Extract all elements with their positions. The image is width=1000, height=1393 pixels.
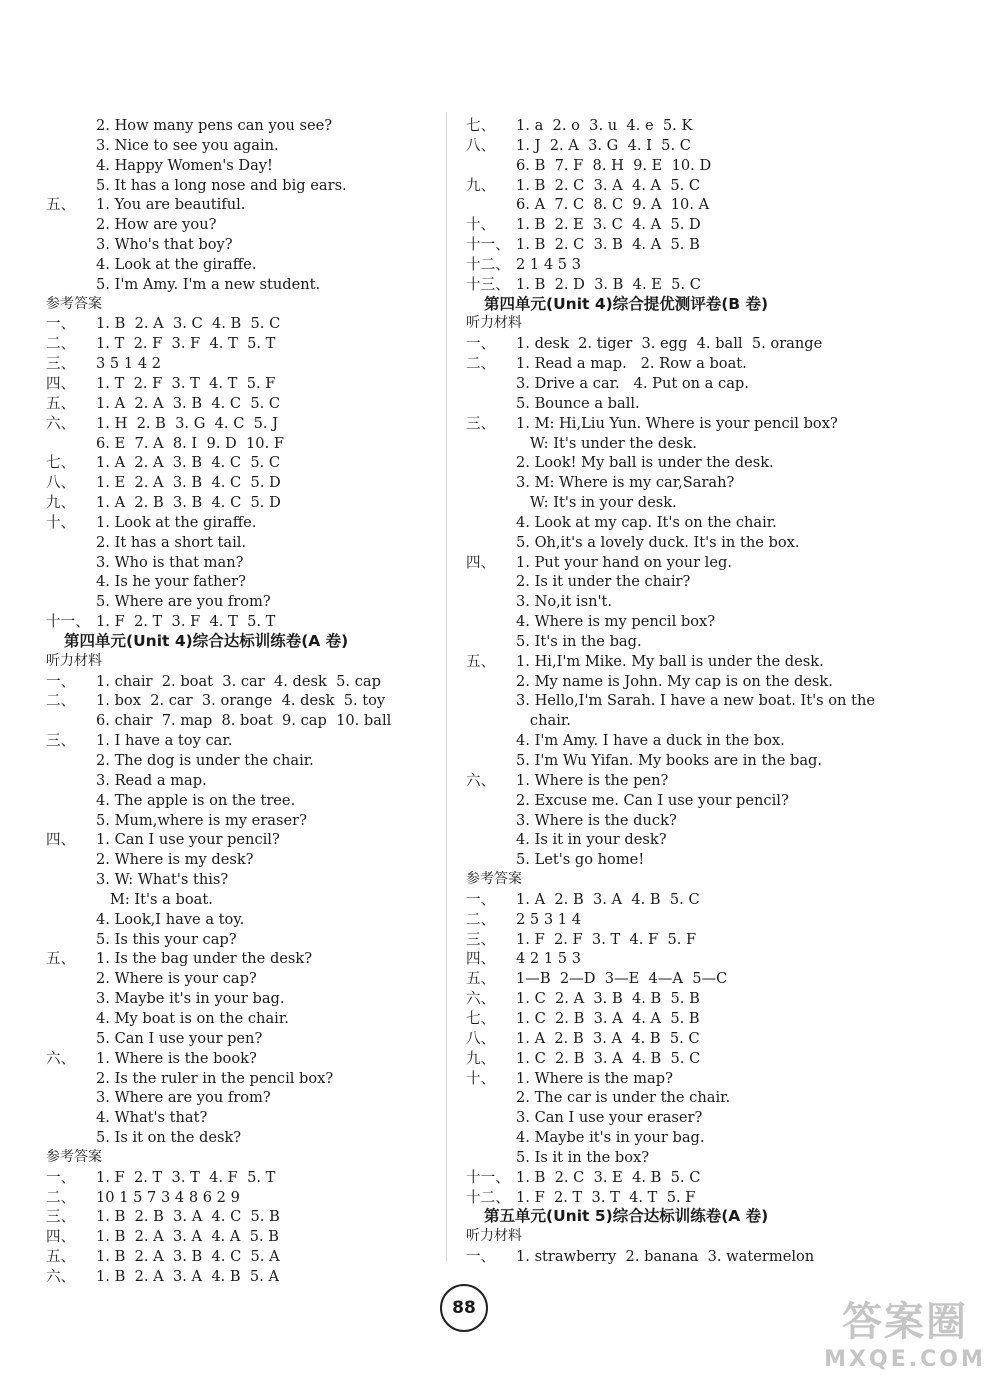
answer-text: 1. Is the bag under the desk? [96, 950, 313, 968]
question-number: 九、 [46, 494, 76, 512]
watermark-logo [820, 1297, 990, 1385]
answer-line [466, 691, 886, 711]
question-number: 六、 [46, 1267, 76, 1285]
section-heading: 第四单元(Unit 4)综合提优测评卷(B 卷) [484, 294, 769, 313]
answer-line [466, 811, 886, 831]
answer-text: 1. M: Hi,Liu Yun. Where is your pencil box? [516, 414, 838, 432]
answer-text: 3. Who is that man? [96, 553, 244, 571]
answer-text: 3. Where is the duck? [516, 811, 677, 829]
answer-text: 4. Look at my cap. It's on the chair. [516, 513, 777, 531]
question-number: 九、 [466, 1049, 496, 1067]
section-label: 参考答案 [46, 1148, 102, 1165]
answer-line [46, 354, 436, 374]
question-number: 二、 [46, 1188, 76, 1206]
answer-text: 6. A 7. C 8. C 9. A 10. A [516, 196, 710, 214]
question-number: 五、 [466, 652, 496, 670]
answer-line [466, 572, 886, 592]
answer-text: 5. Can I use your pen? [96, 1029, 263, 1047]
answer-line [466, 533, 886, 553]
answer-text: 5. It's in the bag. [516, 632, 642, 650]
answer-text: 4. My boat is on the chair. [96, 1009, 289, 1027]
answer-line [466, 453, 886, 473]
section-label: 听力材料 [466, 315, 522, 332]
answer-text: 1. B 2. A 3. A 4. B 5. A [96, 1267, 279, 1285]
answer-line [466, 592, 886, 612]
question-number: 二、 [46, 692, 76, 710]
answer-text: 1. F 2. T 3. F 4. T 5. T [96, 613, 276, 631]
answer-line [46, 910, 436, 930]
answer-line [46, 453, 436, 473]
answer-line [466, 910, 886, 930]
answer-line [466, 414, 886, 434]
watermark-url: MXQE.COM [824, 1347, 986, 1372]
question-number: 一、 [46, 315, 76, 333]
answer-text: 3. M: Where is my car,Sarah? [516, 474, 735, 492]
question-number: 四、 [466, 553, 496, 571]
answer-line [466, 850, 886, 870]
answer-text: 3. Who's that boy? [96, 236, 233, 254]
answer-line [46, 1128, 436, 1148]
answer-text: 4. Where is my pencil box? [516, 613, 716, 631]
answer-line [46, 235, 436, 255]
answer-text: 5. Is this your cap? [96, 930, 237, 948]
answer-line [466, 1148, 886, 1168]
answer-line [46, 195, 436, 215]
answer-text: 5. Where are you from? [96, 593, 271, 611]
answer-text: 1. Where is the pen? [516, 771, 669, 789]
answer-text: 3. Read a map. [96, 771, 207, 789]
answer-line [466, 1108, 886, 1128]
answer-text: 1. Can I use your pencil? [96, 831, 280, 849]
answer-line [466, 275, 886, 295]
answer-line [466, 156, 886, 176]
answer-text: 5. I'm Wu Yifan. My books are in the bag. [516, 752, 823, 769]
question-number: 十一、 [466, 236, 510, 254]
answer-text: 4. The apple is on the tree. [96, 791, 296, 809]
answer-text: 1. Look at the giraffe. [96, 513, 257, 531]
answer-line [466, 969, 886, 989]
section-label: 参考答案 [46, 295, 102, 312]
answer-text: 1. B 2. E 3. C 4. A 5. D [516, 216, 701, 234]
answer-line [466, 731, 886, 751]
column-divider [446, 112, 447, 1262]
answer-line [46, 1168, 436, 1188]
answer-text: 1. B 2. C 3. E 4. B 5. C [516, 1168, 701, 1186]
answer-line [466, 1168, 886, 1188]
answer-line [466, 830, 886, 850]
answer-line [46, 711, 436, 731]
answer-text: 1. E 2. A 3. B 4. C 5. D [96, 474, 281, 492]
answer-line [46, 850, 436, 870]
answer-text: 2 5 3 1 4 [516, 910, 581, 928]
answer-line [46, 136, 436, 156]
answer-line [46, 513, 436, 533]
answer-text: 2. It has a short tail. [96, 533, 247, 551]
answer-line [466, 354, 886, 374]
answer-line [46, 731, 436, 751]
answer-text: 5. Is it on the desk? [96, 1129, 242, 1147]
question-number: 四、 [466, 950, 496, 968]
question-number: 五、 [46, 1248, 76, 1266]
question-number: 一、 [466, 890, 496, 908]
answer-line [46, 314, 436, 334]
answer-text: 1. A 2. B 3. A 4. B 5. C [516, 1029, 700, 1047]
answer-text: 1. Read a map. 2. Row a boat. [516, 355, 747, 373]
answer-text: 1. T 2. F 3. T 4. T 5. F [96, 374, 276, 392]
answer-text: 6. chair 7. map 8. boat 9. cap 10. ball [96, 712, 392, 730]
question-number: 九、 [466, 176, 496, 194]
question-number: 七、 [466, 1009, 496, 1027]
answer-text: 1. A 2. A 3. B 4. C 5. C [96, 394, 281, 412]
answer-line [46, 434, 436, 454]
answer-text: 1. B 2. A 3. A 4. A 5. B [96, 1228, 279, 1246]
answer-text: 2. How many pens can you see? [96, 117, 333, 134]
question-number: 三、 [46, 1208, 76, 1226]
page-number: 88 [440, 1284, 488, 1332]
answer-text: 1. C 2. A 3. B 4. B 5. B [516, 990, 700, 1008]
answer-line [46, 572, 436, 592]
answer-text: 1. B 2. A 3. C 4. B 5. C [96, 315, 281, 333]
answer-text: 2. Is the ruler in the pencil box? [96, 1069, 334, 1087]
answer-text: M: It's a boat. [96, 890, 213, 908]
answer-text: 1. B 2. B 3. A 4. C 5. B [96, 1208, 280, 1226]
answer-line [46, 612, 436, 632]
answer-text: 3. Where are you from? [96, 1089, 271, 1107]
answer-text: 1. C 2. B 3. A 4. A 5. B [516, 1009, 700, 1027]
answer-text: 4. Happy Women's Day! [96, 156, 273, 174]
question-number: 六、 [46, 414, 76, 432]
answer-text: 1. F 2. T 3. T 4. T 5. F [516, 1188, 696, 1206]
question-number: 四、 [46, 374, 76, 392]
answer-line [466, 1009, 886, 1029]
answer-text: 3. W: What's this? [96, 871, 229, 889]
question-number: 一、 [46, 1168, 76, 1186]
answer-line [46, 1108, 436, 1128]
answer-text: 2. Is it under the chair? [516, 573, 691, 591]
answer-line [46, 691, 436, 711]
answer-text: 1. a 2. o 3. u 4. e 5. K [516, 117, 693, 134]
answer-line [466, 791, 886, 811]
answer-text: 3. Can I use your eraser? [516, 1109, 703, 1127]
section-heading: 第四单元(Unit 4)综合达标训练卷(A 卷) [64, 631, 349, 650]
answer-line [466, 1088, 886, 1108]
question-number: 十二、 [466, 1188, 510, 1206]
answer-line [466, 771, 886, 791]
answer-text: 2. The car is under the chair. [516, 1089, 731, 1107]
answer-line [466, 176, 886, 196]
answer-text: 1. H 2. B 3. G 4. C 5. J [96, 414, 279, 432]
answer-line [46, 1267, 436, 1287]
answer-line [466, 136, 886, 156]
answer-text: 1. You are beautiful. [96, 196, 246, 214]
question-number: 七、 [46, 454, 76, 472]
answer-text: 4. Is it in your desk? [516, 831, 667, 849]
answer-line [46, 1207, 436, 1227]
answer-text: 6. B 7. F 8. H 9. E 10. D [516, 156, 712, 174]
question-number: 十二、 [466, 255, 510, 273]
answer-text: 6. E 7. A 8. I 9. D 10. F [96, 434, 284, 452]
answer-line [46, 890, 436, 910]
answer-text: 5. It has a long nose and big ears. [96, 176, 347, 194]
answer-text: 1. B 2. C 3. A 4. A 5. C [516, 176, 701, 194]
answer-text: 4 2 1 5 3 [516, 950, 581, 968]
answer-line [466, 612, 886, 632]
answer-text: 1. I have a toy car. [96, 732, 233, 750]
question-number: 十、 [466, 216, 496, 234]
answer-line [466, 334, 886, 354]
question-number: 八、 [466, 1029, 496, 1047]
answer-text: 1. box 2. car 3. orange 4. desk 5. toy [96, 692, 386, 710]
answer-text: 1. chair 2. boat 3. car 4. desk 5. cap [96, 672, 381, 690]
question-number: 六、 [466, 771, 496, 789]
answer-line [466, 1128, 886, 1148]
answer-text: W: It's under the desk. [516, 434, 697, 452]
answer-text: 3. Nice to see you again. [96, 136, 279, 154]
question-number: 二、 [46, 335, 76, 353]
answer-text: 4. Maybe it's in your bag. [516, 1129, 705, 1147]
answer-line [466, 1029, 886, 1049]
answer-text: 1. desk 2. tiger 3. egg 4. ball 5. orange [516, 335, 823, 353]
answer-line [466, 652, 886, 672]
answer-line [46, 1247, 436, 1267]
answer-line [466, 632, 886, 652]
answer-line [46, 949, 436, 969]
answer-line [46, 255, 436, 275]
answer-line [46, 374, 436, 394]
question-number: 三、 [46, 355, 76, 373]
answer-text: 1. B 2. C 3. B 4. A 5. B [516, 236, 700, 254]
answer-text: 1. Where is the book? [96, 1049, 257, 1067]
answer-line [466, 930, 886, 950]
answer-text: 2. Look! My ball is under the desk. [516, 454, 774, 472]
question-number: 十一、 [466, 1168, 510, 1186]
answer-line [466, 195, 886, 215]
question-number: 四、 [46, 831, 76, 849]
question-number: 三、 [46, 732, 76, 750]
answer-line [466, 672, 886, 692]
section-label: 听力材料 [466, 1228, 522, 1245]
answer-line [466, 493, 886, 513]
left-column [46, 116, 436, 1287]
question-number: 五、 [46, 196, 76, 214]
question-number: 三、 [466, 414, 496, 432]
answer-text: 4. I'm Amy. I have a duck in the box. [516, 732, 785, 750]
answer-text: 1. Where is the map? [516, 1069, 673, 1087]
answer-text: 1—B 2—D 3—E 4—A 5—C [516, 970, 728, 988]
answer-line [466, 473, 886, 493]
answer-text: 1. F 2. F 3. T 4. F 5. F [516, 930, 697, 948]
answer-line [46, 989, 436, 1009]
section-heading: 第五单元(Unit 5)综合达标训练卷(A 卷) [484, 1207, 769, 1226]
answer-line [46, 414, 436, 434]
answer-text: 1. Put your hand on your leg. [516, 553, 732, 571]
question-number: 二、 [466, 910, 496, 928]
answer-text: 2. Where is your cap? [96, 970, 257, 988]
section-label: 听力材料 [46, 652, 102, 669]
answer-text: 5. Is it in the box? [516, 1148, 650, 1166]
answer-text: 2 1 4 5 3 [516, 255, 581, 273]
answer-text: 5. I'm Amy. I'm a new student. [96, 275, 321, 293]
answer-line [46, 1188, 436, 1208]
answer-text: 5. Mum,where is my eraser? [96, 811, 307, 829]
answer-line [466, 890, 886, 910]
answer-line [466, 374, 886, 394]
answer-line [46, 1049, 436, 1069]
answer-text: 5. Bounce a ball. [516, 394, 640, 412]
answer-text: 1. T 2. F 3. F 4. T 5. T [96, 335, 276, 353]
answer-line [46, 116, 436, 136]
question-number: 五、 [46, 950, 76, 968]
answer-line [46, 215, 436, 235]
question-number: 五、 [46, 394, 76, 412]
answer-line [466, 1247, 886, 1267]
answer-text: 4. What's that? [96, 1109, 208, 1127]
answer-line [46, 176, 436, 196]
right-column [466, 116, 886, 1267]
question-number: 十一、 [46, 613, 90, 631]
answer-line [46, 672, 436, 692]
answer-text: 4. Is he your father? [96, 573, 246, 591]
answer-line [46, 473, 436, 493]
answer-line [46, 830, 436, 850]
answer-line [46, 930, 436, 950]
answer-line [466, 1049, 886, 1069]
answer-text: 2. Where is my desk? [96, 851, 254, 869]
answer-line [46, 493, 436, 513]
answer-line [46, 1069, 436, 1089]
question-number: 一、 [466, 335, 496, 353]
answer-line [46, 1009, 436, 1029]
answer-text: 3. Drive a car. 4. Put on a cap. [516, 374, 749, 392]
answer-line [46, 771, 436, 791]
answer-text: 2. The dog is under the chair. [96, 752, 314, 769]
question-number: 三、 [466, 930, 496, 948]
answer-text: 3. Hello,I'm Sarah. I have a new boat. It's on the [516, 692, 875, 710]
answer-text: 1. J 2. A 3. G 4. I 5. C [516, 136, 691, 154]
answer-text: 5. Oh,it's a lovely duck. It's in the box. [516, 533, 800, 551]
answer-line [466, 434, 886, 454]
answer-text: 3 5 1 4 2 [96, 355, 161, 373]
answer-line [46, 791, 436, 811]
answer-line [466, 751, 886, 771]
answer-line [466, 553, 886, 573]
answer-text: 1. A 2. B 3. B 4. C 5. D [96, 494, 281, 512]
answer-text: 1. C 2. B 3. A 4. B 5. C [516, 1049, 701, 1067]
question-number: 一、 [46, 672, 76, 690]
answer-text: 2. Excuse me. Can I use your pencil? [516, 791, 789, 809]
answer-text: 3. No,it isn't. [516, 593, 612, 611]
answer-text: 4. Look at the giraffe. [96, 255, 257, 273]
answer-line [46, 533, 436, 553]
answer-line [466, 1069, 886, 1089]
answer-line [466, 255, 886, 275]
answer-text: 10 1 5 7 3 4 8 6 2 9 [96, 1188, 240, 1206]
answer-text: 1. A 2. B 3. A 4. B 5. C [516, 890, 700, 908]
answer-text: W: It's in your desk. [516, 494, 677, 512]
question-number: 十、 [46, 513, 76, 531]
answer-line [46, 156, 436, 176]
answer-line [466, 513, 886, 533]
section-label: 参考答案 [466, 871, 522, 888]
answer-text: 1. B 2. D 3. B 4. E 5. C [516, 275, 701, 293]
answer-line [46, 553, 436, 573]
answer-text: 2. How are you? [96, 216, 217, 234]
answer-text: 3. Maybe it's in your bag. [96, 990, 285, 1008]
answer-text: 1. F 2. T 3. T 4. F 5. T [96, 1168, 276, 1186]
question-number: 四、 [46, 1228, 76, 1246]
answer-line [466, 394, 886, 414]
answer-line [46, 751, 436, 771]
answer-text: 4. Look,I have a toy. [96, 910, 245, 928]
question-number: 五、 [466, 970, 496, 988]
answer-line [46, 1227, 436, 1247]
answer-text: 1. strawberry 2. banana 3. watermelon [516, 1248, 815, 1266]
answer-line [46, 870, 436, 890]
answer-text: 1. Hi,I'm Mike. My ball is under the desk. [516, 652, 824, 670]
answer-line [46, 1088, 436, 1108]
answer-line [46, 1029, 436, 1049]
watermark-text: 答案圈 [842, 1299, 968, 1345]
question-number: 一、 [466, 1248, 496, 1266]
answer-line [466, 215, 886, 235]
answer-line [46, 592, 436, 612]
answer-line [46, 969, 436, 989]
answer-line [46, 334, 436, 354]
question-number: 二、 [466, 355, 496, 373]
answer-line [466, 1188, 886, 1208]
question-number: 七、 [466, 117, 496, 134]
answer-line [466, 235, 886, 255]
answer-text: 5. Let's go home! [516, 851, 645, 869]
answer-line [466, 116, 886, 136]
answer-line [46, 394, 436, 414]
answer-text: 1. A 2. A 3. B 4. C 5. C [96, 454, 281, 472]
answer-line [466, 989, 886, 1009]
answer-line [46, 275, 436, 295]
answer-line [466, 711, 886, 731]
question-number: 八、 [466, 136, 496, 154]
answer-line [46, 811, 436, 831]
question-number: 十三、 [466, 275, 510, 293]
answer-text: chair. [516, 712, 571, 730]
answer-text: 1. B 2. A 3. B 4. C 5. A [96, 1248, 280, 1266]
answer-line [466, 949, 886, 969]
question-number: 六、 [46, 1049, 76, 1067]
question-number: 六、 [466, 990, 496, 1008]
answer-text: 2. My name is John. My cap is on the desk. [516, 672, 833, 690]
question-number: 十、 [466, 1069, 496, 1087]
question-number: 八、 [46, 474, 76, 492]
